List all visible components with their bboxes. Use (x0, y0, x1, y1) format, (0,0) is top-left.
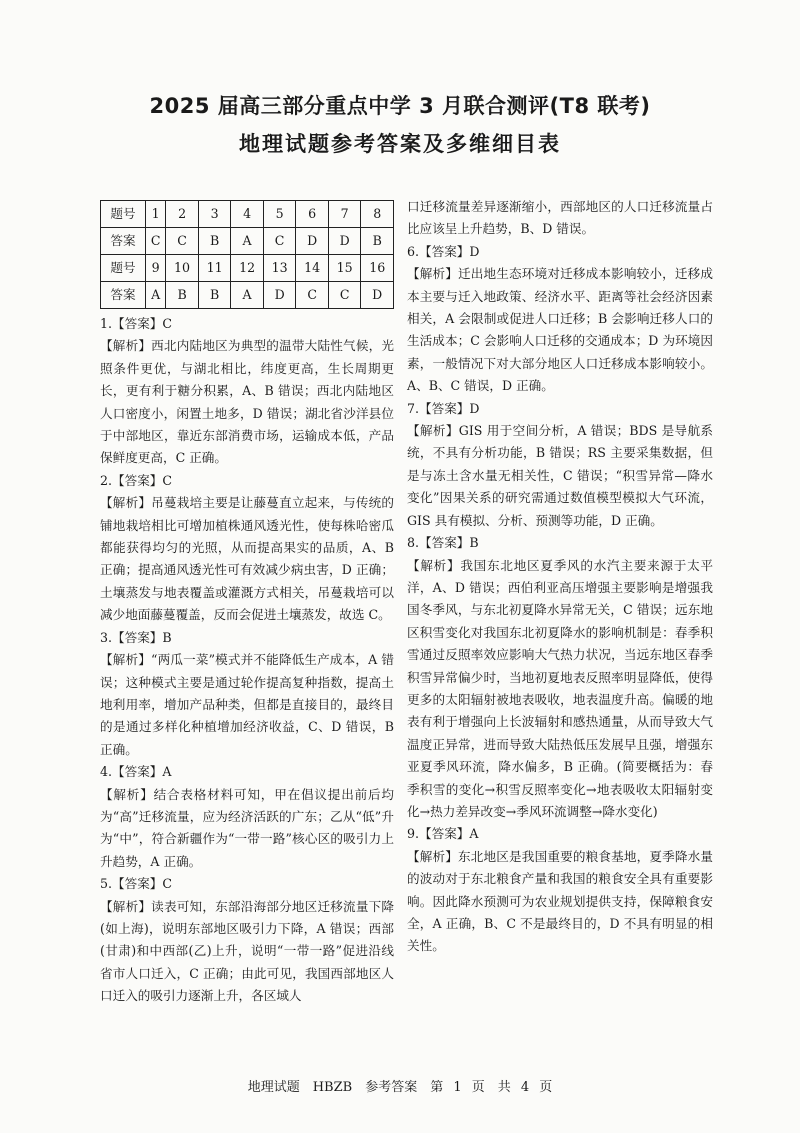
question-9 (407, 823, 713, 957)
table-cell: B (361, 228, 394, 255)
explanation-text: 【解析】“两瓜一菜”模式并不能降低生产成本，A 错误；这种模式主要是通过轮作提高复种指数，提高土地利用率，增加产品种类，但都是直接目的，最终目的是通过多样化种植增加经济收益，C、D 错误，B 正确。 (100, 652, 394, 757)
table-label-answer: 答案 (101, 282, 146, 309)
table-cell: A (146, 282, 166, 309)
table-cell: 4 (231, 201, 264, 228)
question-2 (100, 470, 394, 627)
explanation-text: 【解析】GIS 用于空间分析，A 错误；BDS 是导航系统，不具有分析功能，B 错误；RS 主要采集数据，但是与冻土含水量无相关性，C 错误；“积雪异常—降水变化”因果关系的研究需通过数值模型模拟大气环流，GIS 具有模拟、分析、预测等功能，D 正确。 (407, 423, 713, 528)
question-8 (407, 532, 713, 823)
table-row-numbers-1 (101, 201, 394, 228)
table-cell: 1 (146, 201, 166, 228)
table-cell: D (296, 228, 329, 255)
table-cell: C (263, 228, 296, 255)
table-label-question: 题号 (101, 255, 146, 282)
answer-heading: 5.【答案】C (100, 876, 173, 892)
table-row-answers-1 (101, 228, 394, 255)
right-column (407, 196, 713, 958)
table-cell: 14 (296, 255, 329, 282)
table-cell: 2 (166, 201, 199, 228)
explanation-text: 【解析】结合表格材料可知，甲在倡议提出前后均为“高”迁移流量，应为经济活跃的广东；乙从“低”升为“中”，符合新疆作为“一带一路”核心区的吸引力上升趋势，A 正确。 (100, 786, 394, 869)
table-cell: 11 (198, 255, 231, 282)
answer-heading: 3.【答案】B (100, 629, 172, 645)
table-cell: B (198, 282, 231, 309)
question-7 (407, 398, 713, 532)
answer-heading: 7.【答案】D (407, 400, 480, 416)
answer-heading: 1.【答案】C (100, 316, 173, 331)
table-cell: 9 (146, 255, 166, 282)
table-cell: D (263, 282, 296, 309)
table-cell: 7 (328, 201, 361, 228)
table-cell: 10 (166, 255, 199, 282)
table-cell: 12 (231, 255, 264, 282)
table-cell: D (328, 228, 361, 255)
table-cell: 16 (361, 255, 394, 282)
question-5-continued (407, 196, 713, 241)
page-subtitle: 地理试题参考答案及多维细目表 (239, 132, 561, 156)
question-3 (100, 627, 394, 761)
table-cell: 13 (263, 255, 296, 282)
table-cell: 8 (361, 201, 394, 228)
table-cell: 5 (263, 201, 296, 228)
table-cell: C (328, 282, 361, 309)
explanation-text: 【解析】读表可知，东部沿海部分地区迁移流量下降(如上海)，说明东部地区吸引力下降，A 错误；西部(甘肃)和中西部(乙)上升，说明“一带一路”促进沿线省市人口迁入，C 正确；由此可见，我国西部地区人口迁入的吸引力逐渐上升，各区域人 (100, 898, 394, 1004)
table-cell: A (231, 228, 264, 255)
table-row-answers-2 (101, 282, 394, 309)
table-cell: C (296, 282, 329, 309)
table-cell: D (361, 282, 394, 309)
question-6 (407, 241, 713, 398)
page-title: 2025 届高三部分重点中学 3 月联合测评(T8 联考) (149, 94, 651, 118)
question-5 (100, 873, 394, 1007)
table-cell: 3 (198, 201, 231, 228)
table-cell: B (198, 228, 231, 255)
question-4 (100, 761, 394, 873)
table-label-answer: 答案 (101, 228, 146, 255)
explanation-text: 【解析】西北内陆地区为典型的温带大陆性气候，光照条件更优，与湖北相比，纬度更高，生长周期更长，更有利于糖分积累，A、B 错误；西北内陆地区人口密度小，闲置土地多，D 错误；湖北省沙洋县位于中部地区，靠近东部消费市场，运输成本低，产品保鲜度更高，C 正确。 (100, 338, 394, 466)
answer-table (100, 200, 394, 309)
explanation-text: 【解析】我国东北地区夏季风的水汽主要来源于太平洋，A、D 错误；西伯利亚高压增强主要影响是增强我国冬季风，与东北初夏降水异常无关，C 错误；远东地区积雪变化对我国东北初夏降水的影响机制是：春季积雪通过反照率效应影响大气热力状况，当远东地区春季积雪异常偏少时，当地初夏地表反照率明显降低，使得更多的太阳辐射被地表吸收，地表温度升高。偏暖的地表有利于增强向上长波辐射和感热通量，从而导致大气温度正异常，进而导致大陆热低压发展早且强，增强东亚夏季风环流，降水偏多，B 正确。(简要概括为：春季积雪的变化→积雪反照率变化→地表吸收太阳辐射变化→热力差异改变→季风环流调整→降水变化) (407, 557, 713, 819)
table-cell: A (231, 282, 264, 309)
table-cell: C (146, 228, 166, 255)
answer-heading: 8.【答案】B (407, 535, 479, 551)
explanation-text: 【解析】东北地区是我国重要的粮食基地，夏季降水量的波动对于东北粮食产量和我国的粮食安全具有重要影响。因此降水预测可为农业规划提供支持，保障粮食安全，A 正确，B、C 不是最终目的，D 不具有明显的相关性。 (407, 848, 713, 954)
page-footer: 地理试题 HBZB 参考答案 第 1 页 共 4 页 (247, 1080, 553, 1095)
answer-heading: 6.【答案】D (407, 243, 480, 259)
table-cell: B (166, 282, 199, 309)
table-row-numbers-2 (101, 255, 394, 282)
explanation-text: 【解析】吊蔓栽培主要是让藤蔓直立起来，与传统的铺地栽培相比可增加植株通风透光性，使每株哈密瓜都能获得均匀的光照，从而提高果实的品质，A、B 正确；提高通风透光性可有效减少病虫害，D 正确；土壤蒸发与地表覆盖或灌溉方式相关，吊蔓栽培可以减少地面藤蔓覆盖，反而会促进土壤蒸发，故选 C。 (100, 495, 394, 623)
table-cell: 6 (296, 201, 329, 228)
table-cell: 15 (328, 255, 361, 282)
table-cell: C (166, 228, 199, 255)
table-label-question: 题号 (101, 201, 146, 228)
explanation-text: 口迁移流量差异逐渐缩小，西部地区的人口迁移流量占比应该呈上升趋势，B、D 错误。 (407, 199, 713, 237)
left-column (100, 200, 394, 1008)
question-1 (100, 313, 394, 470)
answer-heading: 2.【答案】C (100, 472, 173, 488)
explanation-text: 【解析】迁出地生态环境对迁移成本影响较小，迁移成本主要与迁入地政策、经济水平、距离等社会经济因素相关，A 会限制或促进人口迁移；B 会影响迁移人口的生活成本；C 会影响人口迁移的交通成本；D 为环境因素，一般情况下对大部分地区人口迁移成本影响较小。A、B、C 错误，D 正确。 (407, 266, 713, 394)
answer-heading: 9.【答案】A (407, 826, 479, 842)
answer-heading: 4.【答案】A (100, 764, 172, 780)
